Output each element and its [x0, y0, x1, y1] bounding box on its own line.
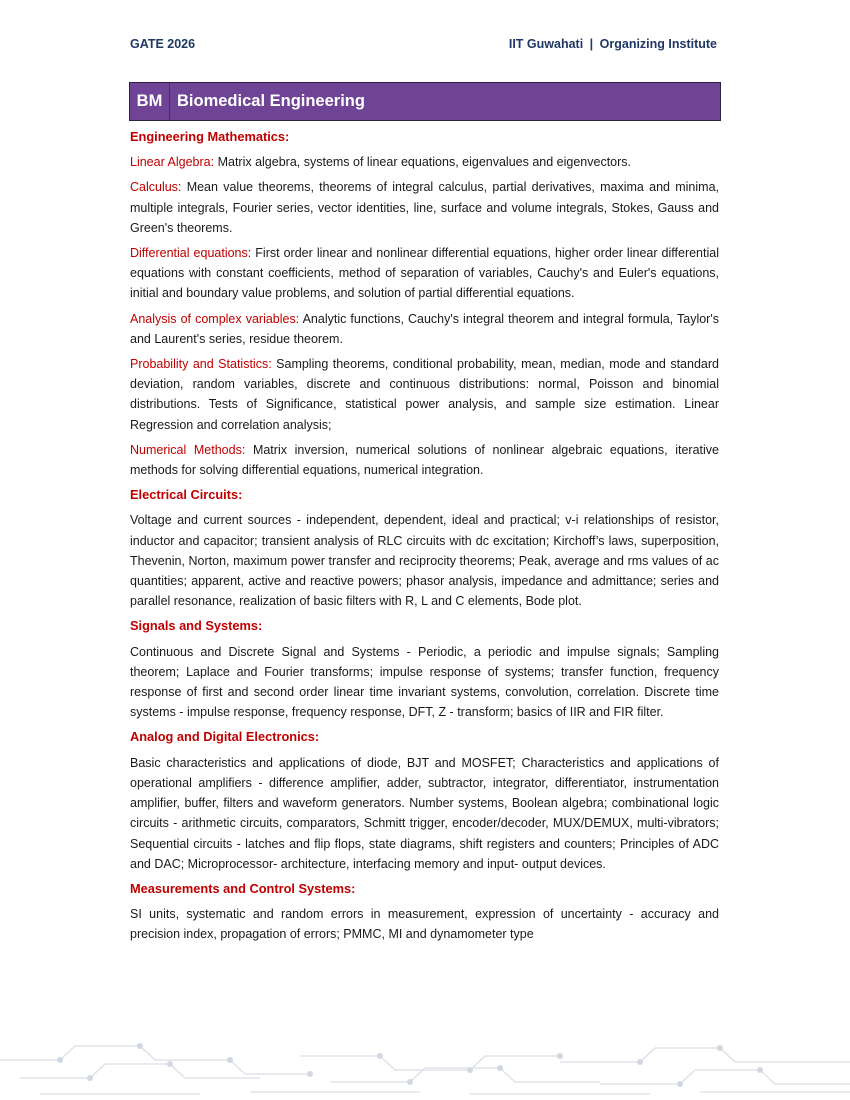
topic-label: Numerical Methods:	[130, 442, 246, 457]
topic-text: First order linear and nonlinear differential equations, higher order linear differential equations with constant coefficients, method of separation of variables, Cauchy's and Euler's equations, initial and boundary value problems, and solution of partial differential equations.	[130, 246, 719, 301]
topic-text: Analytic functions, Cauchy's integral theorem and integral formula, Taylor's and Laurent's series, residue theorem.	[130, 311, 719, 346]
header-separator: |	[589, 37, 594, 51]
topic-text: Matrix algebra, systems of linear equations, eigenvalues and eigenvectors.	[217, 155, 631, 170]
paper-title: Biomedical Engineering	[177, 92, 365, 110]
paper-banner	[129, 82, 721, 121]
section-text-circuits: Voltage and current sources - independent, dependent, ideal and practical; v-i relationships of resistor, inductor and capacitor; transient analysis of RLC circuits with dc excitation; Kirchoff’s laws, superposition, Thevenin, Norton, maximum power transfer and reciprocity theorems; Peak, average and rms values of ac quantities; apparent, active and reactive powers; phasor analysis, impedance and admittance; series and parallel resonance, realization of basic filters with R, L and C elements, Bode plot.	[130, 513, 719, 609]
topic-numerical-methods	[130, 440, 719, 480]
header-institute: IIT Guwahati	[508, 37, 584, 51]
topic-text: Mean value theorems, theorems of integral calculus, partial derivatives, maxima and minima, multiple integrals, Fourier series, vector identities, line, surface and volume integrals, Stokes, Gauss and Green's theorems.	[130, 180, 719, 235]
topic-differential-equations	[130, 243, 719, 304]
syllabus-content	[130, 127, 719, 950]
section-heading-measurements: Measurements and Control Systems:	[130, 880, 356, 896]
topic-calculus	[130, 177, 719, 238]
header-role: Organizing Institute	[599, 37, 717, 51]
circuit-pattern-footer	[0, 1038, 850, 1100]
topic-linear-algebra	[130, 152, 719, 172]
topic-probability-statistics	[130, 354, 719, 435]
topic-label: Probability and Statistics:	[130, 357, 272, 372]
section-heading-circuits: Electrical Circuits:	[130, 487, 243, 503]
section-heading-math: Engineering Mathematics:	[130, 129, 290, 144]
topic-text: Sampling theorems, conditional probability, mean, median, mode and standard deviation, random variables, discrete and continuous distributions: normal, Poisson and binomial distributions. Tests of Significance, statistical power analysis, and sample size estimation. Linear Regression and correlation analysis;	[130, 357, 719, 432]
topic-label: Differential equations:	[130, 246, 252, 261]
section-text-electronics: Basic characteristics and applications of diode, BJT and MOSFET; Characteristics and applications of operational amplifiers - difference amplifier, adder, subtractor, integrator, differentiator, instrumentation amplifier, buffer, filters and waveform generators. Number systems, Boolean algebra; combinational logic circuits - arithmetic circuits, comparators, Schmitt trigger, encoder/decoder, MUX/DEMUX, multi-vibrators; Sequential circuits - latches and flip flops, state diagrams, shift registers and counters; Principles of ADC and DAC; Microprocessor- architecture, interfacing memory and input- output devices.	[130, 755, 719, 871]
paper-code: BM	[130, 83, 170, 120]
section-heading-signals: Signals and Systems:	[130, 618, 263, 634]
topic-text: Matrix inversion, numerical solutions of nonlinear algebraic equations, iterative methods for solving differential equations, numerical integration.	[130, 442, 719, 478]
section-heading-electronics: Analog and Digital Electronics:	[130, 729, 320, 745]
topic-complex-variables	[130, 309, 719, 349]
topic-label: Analysis of complex variables:	[130, 311, 300, 326]
header-exam-name: GATE 2026	[130, 37, 196, 51]
topic-label: Calculus:	[130, 180, 182, 195]
section-text-signals: Continuous and Discrete Signal and Systems - Periodic, a periodic and impulse signals; Sampling theorem; Laplace and Fourier transforms; impulse response of systems; transfer function, frequency response of first and second order linear time invariant systems, convolution, correlation. Discrete time systems - impulse response, frequency response, DFT, Z - transform; basics of IIR and FIR filter.	[130, 644, 719, 720]
section-text-measurements: SI units, systematic and random errors in measurement, expression of uncertainty - accuracy and precision index, propagation of errors; PMMC, MI and dynamometer type	[130, 907, 719, 942]
header-organizer	[509, 37, 717, 51]
topic-label: Linear Algebra:	[130, 155, 215, 170]
